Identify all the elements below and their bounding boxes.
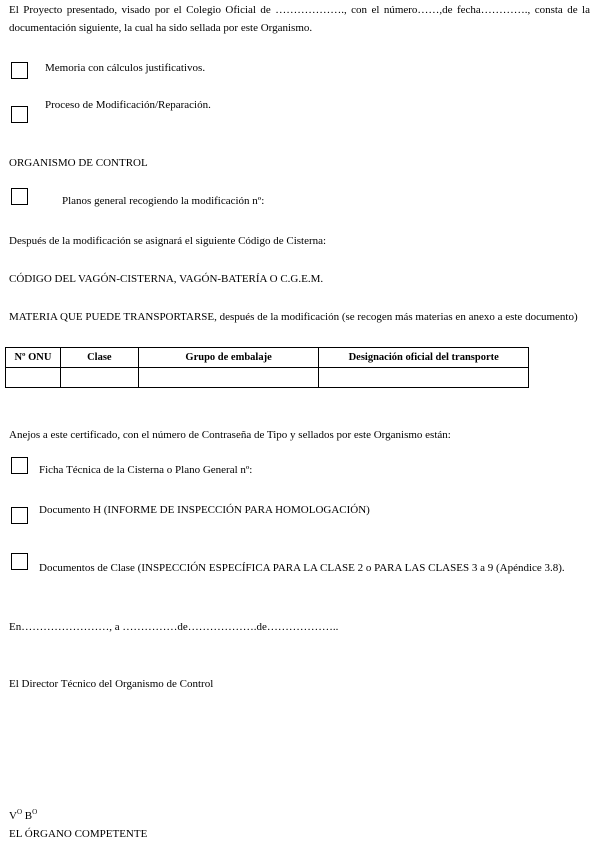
vobo-o2: O (32, 808, 38, 816)
tank-code-sentence: Después de la modificación se asignará el siguiente Código de Cisterna: (9, 235, 327, 247)
header-class: Clase (60, 348, 138, 368)
materials-sentence: MATERIA QUE PUEDE TRANSPORTARSE, después de la modificación (se recogen más materias en anexo a este documento) (9, 311, 578, 323)
intro-line-1: El Proyecto presentado, visado por el Colegio Oficial de ………………., con el número……,de fecha…………., consta de la (9, 4, 590, 16)
memoria-checkbox[interactable] (11, 62, 28, 79)
annexes-sentence: Anejos a este certificado, con el número de Contraseña de Tipo y sellados por este Organismo están: (9, 429, 451, 441)
header-transport-designation: Designación oficial del transporte (319, 348, 529, 368)
vobo-b: B (22, 810, 33, 822)
materials-table (5, 347, 529, 388)
control-body-heading: ORGANISMO DE CONTROL (9, 157, 148, 169)
table-header-row (6, 348, 529, 368)
header-packing-group: Grupo de embalaje (138, 348, 319, 368)
cell-un-number[interactable] (6, 368, 61, 388)
place-date-line: En……………………, a ……………de……………….de……………….. (9, 621, 339, 633)
documentos-clase-checkbox[interactable] (11, 553, 28, 570)
planos-checkbox[interactable] (11, 188, 28, 205)
header-un-number: Nº ONU (6, 348, 61, 368)
documentos-clase-label: Documentos de Clase (INSPECCIÓN ESPECÍFICA PARA LA CLASE 2 o PARA LAS CLASES 3 a 9 (Apéndice 3.8). (39, 562, 565, 574)
vobo-label (9, 808, 37, 822)
competent-body-label: EL ÓRGANO COMPETENTE (9, 828, 148, 840)
proceso-checkbox[interactable] (11, 106, 28, 123)
documento-h-label: Documento H (INFORME DE INSPECCIÓN PARA HOMOLOGACIÓN) (39, 504, 370, 516)
director-label: El Director Técnico del Organismo de Control (9, 678, 214, 690)
ficha-label: Ficha Técnica de la Cisterna o Plano General nº: (39, 464, 253, 476)
vobo-v: V (9, 810, 17, 822)
documento-h-checkbox[interactable] (11, 507, 28, 524)
cell-transport-designation[interactable] (319, 368, 529, 388)
planos-label: Planos general recogiendo la modificación nº: (62, 195, 265, 207)
memoria-label: Memoria con cálculos justificativos. (45, 62, 206, 74)
table-row (6, 368, 529, 388)
cell-class[interactable] (60, 368, 138, 388)
cell-packing-group[interactable] (138, 368, 319, 388)
intro-line-2: documentación siguiente, la cual ha sido sellada por este Organismo. (9, 22, 313, 34)
vobo-o1: O (16, 808, 23, 816)
proceso-label: Proceso de Modificación/Reparación. (45, 99, 211, 111)
tank-code-label: CÓDIGO DEL VAGÓN-CISTERNA, VAGÓN-BATERÍA O C.G.E.M. (9, 273, 324, 285)
ficha-checkbox[interactable] (11, 457, 28, 474)
